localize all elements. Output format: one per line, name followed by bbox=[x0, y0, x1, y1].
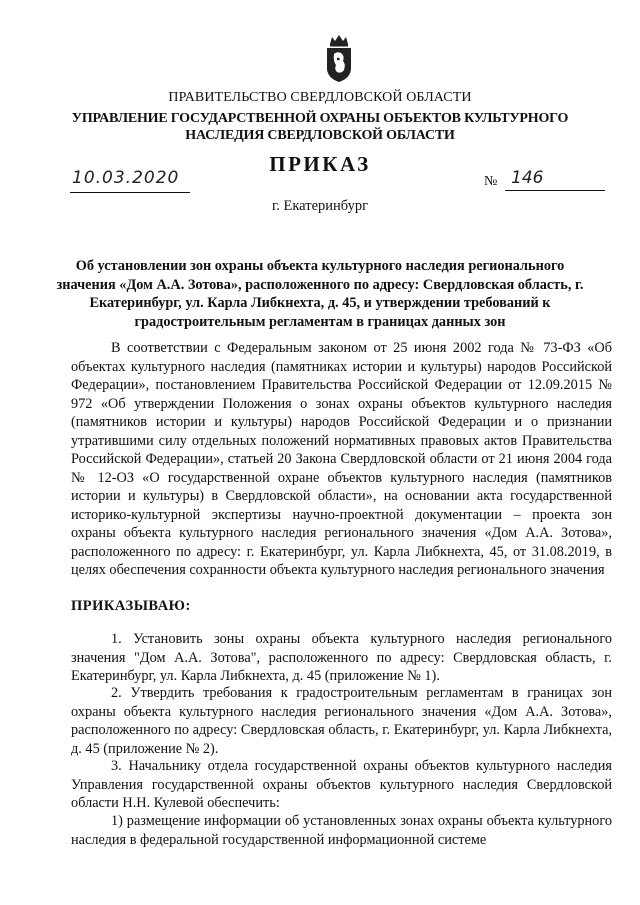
government-name: ПРАВИТЕЛЬСТВО СВЕРДЛОВСКОЙ ОБЛАСТИ bbox=[168, 90, 472, 105]
order-subitem-1: 1) размещение информации об установленных зонах охраны объекта культурного наследия в федеральной государственной информационной системе bbox=[71, 813, 612, 848]
order-number: 146 bbox=[511, 168, 544, 188]
order-subject: Об установлении зон охраны объекта культурного наследия регионального значения «Дом А.А. Зотова», расположенного по адресу: Свердловская область, г. Екатеринбург, ул. Карла Либкнехта, д. 45, и утверждении требований к градостроительным регламентам в границах данных зон bbox=[56, 258, 584, 330]
order-item-2: 2. Утвердить требования к градостроительным регламентам в границах зон охраны объекта культурного наследия регионального значения «Дом А.А. Зотова», расположенного по адресу: Свердловская область, г. Екатеринбург, ул. Карла Либкнехта, д. 45 (приложение № 2). bbox=[71, 685, 612, 757]
order-date-field bbox=[70, 170, 190, 193]
coat-of-arms-icon bbox=[322, 34, 356, 84]
order-number-label: № bbox=[484, 174, 498, 189]
department-name bbox=[0, 110, 640, 144]
department-name-text: УПРАВЛЕНИЕ ГОСУДАРСТВЕННОЙ ОХРАНЫ ОБЪЕКТОВ КУЛЬТУРНОГО НАСЛЕДИЯ СВЕРДЛОВСКОЙ ОБЛАСТИ bbox=[71, 111, 569, 143]
order-item-1: 1. Установить зоны охраны объекта культурного наследия регионального значения "Дом А.А. Зотова", расположенного по адресу: Свердловская область, г. Екатеринбург, ул. Карла Либкнехта, д. 45 (приложение № 1). bbox=[71, 631, 612, 684]
order-number-field bbox=[505, 170, 605, 191]
order-heading: ПРИКАЗЫВАЮ: bbox=[71, 598, 191, 614]
preamble-paragraph: В соответствии с Федеральным законом от 25 июня 2002 года № 73-ФЗ «Об объектах культурного наследия (памятниках истории и культуры) народов Российской Федерации», постановлением Правительства Российской Федерации от 12.09.2015 № 972 «Об утверждении Положения о зонах охраны объектов культурного наследия (памятников истории и культуры) народов Российской Федерации и о признании утратившими силу отдельных положений нормативных правовых актов Правительства Российской Федерации», статьей 20 Закона Свердловской области от 21 июня 2004 года № 12-ОЗ «О государственной охране объектов культурного наследия (памятников истории и культуры) в Свердловской области», на основании акта государственной историко-культурной экспертизы научно-проектной документации – проекта зон охраны объекта культурного наследия регионального значения «Дом А.А. Зотова», расположенного по адресу: г. Екатеринбург, ул. Карла Либкнехта, 45, от 31.08.2019, в целях обеспечения сохранности объекта культурного наследия регионального значения bbox=[71, 340, 612, 578]
order-item-3: 3. Начальнику отдела государственной охраны объектов культурного наследия Управления государственной охраны объектов культурного наследия Свердловской области Н.Н. Кулевой обеспечить: bbox=[71, 758, 612, 811]
city-name: г. Екатеринбург bbox=[271, 198, 369, 214]
document-type-title: ПРИКАЗ bbox=[269, 152, 371, 176]
order-date: 10.03.2020 bbox=[72, 168, 180, 188]
